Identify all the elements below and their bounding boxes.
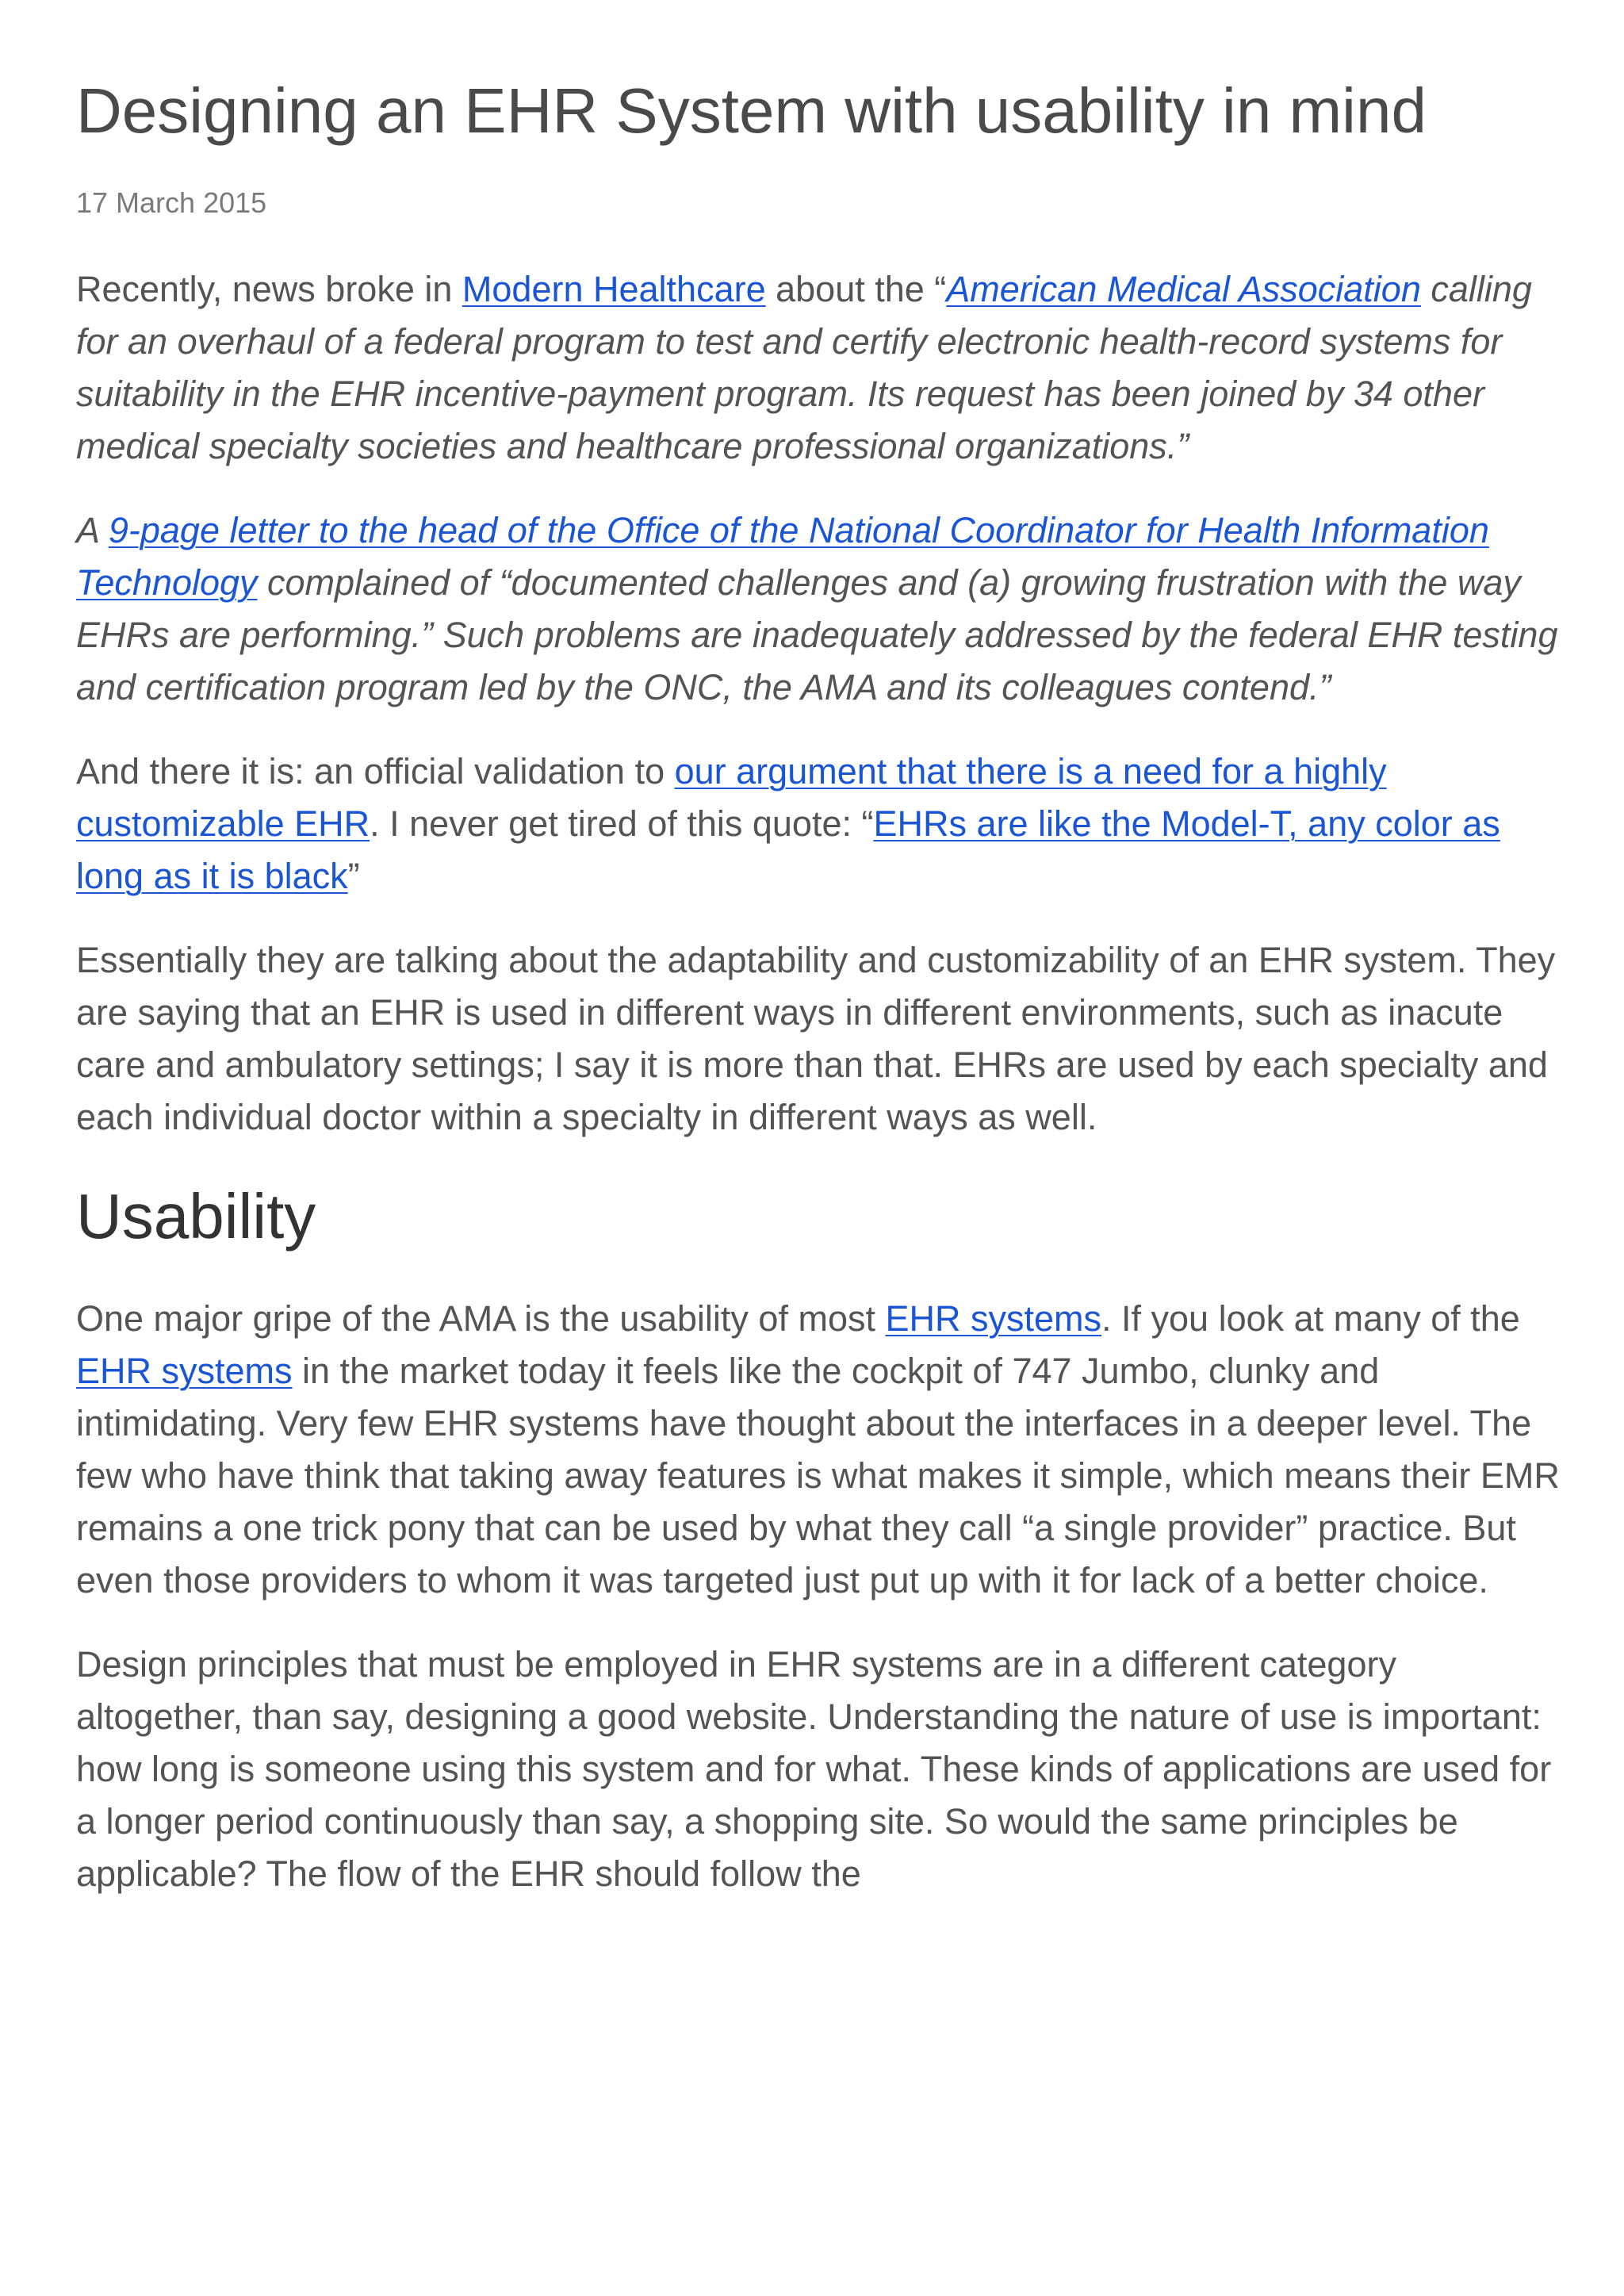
paragraph-text: . If you look at many of the	[1101, 1298, 1520, 1339]
american-medical-association-link[interactable]: American Medical Association	[946, 269, 1421, 309]
paragraph-text: in the market today it feels like the cockpit of 747 Jumbo, clunky and intimidating. Very few EHR systems have thought about the interfaces in a deeper level. The few who have think that taking away features is what makes it simple, which means their EMR remains a one trick pony that can be used by what they call “a single provider” practice. But even those providers to whom it was targeted just put up with it for lack of a better choice.	[76, 1351, 1560, 1600]
paragraph-usability	[76, 1293, 1561, 1607]
paragraph-design-principles: Design principles that must be employed in EHR systems are in a different category altogether, than say, designing a good website. Understanding the nature of use is important: how long is someone using this system and for what. These kinds of applications are used for a longer period continuously than say, a shopping site. So would the same principles be applicable? The flow of the EHR should follow the	[76, 1644, 1552, 1894]
paragraph-text: about the “	[765, 269, 947, 309]
customizable-ehr-link[interactable]: our argument that there is a need for a highly customizable EHR	[76, 751, 1387, 844]
paragraph-text: . I never get tired of this quote: “	[370, 803, 874, 844]
paragraph-text: And there it is: an official validation to	[76, 751, 675, 792]
paragraph-text: ”	[347, 856, 360, 896]
section-heading-usability: Usability	[76, 1181, 316, 1251]
ehr-systems-link-2[interactable]: EHR systems	[76, 1351, 293, 1391]
modern-healthcare-link[interactable]: Modern Healthcare	[462, 269, 766, 309]
quote-text: A	[76, 510, 109, 550]
paragraph-letter-quote	[76, 504, 1561, 714]
ehr-systems-link[interactable]: EHR systems	[885, 1298, 1102, 1339]
paragraph-text: One major gripe of the AMA is the usability of most	[76, 1298, 886, 1339]
paragraph-adaptability: Essentially they are talking about the adaptability and customizability of an EHR system. They are saying that an EHR is used in different ways in different environments, such as inacute care and ambulatory settings; I say it is more than that. EHRs are used by each specialty and each individual doctor within a specialty in different ways as well.	[76, 940, 1556, 1137]
model-t-quote-link[interactable]: EHRs are like the Model-T, any color as long as it is black	[76, 803, 1500, 896]
quote-text: complained of “documented challenges and (a) growing frustration with the way EHRs are performing.” Such problems are inadequately addressed by the federal EHR testing and certification program led by the ONC, the AMA and its colleagues contend.”	[76, 562, 1558, 707]
paragraph-validation	[76, 746, 1561, 903]
article-title: Designing an EHR System with usability in mind	[76, 75, 1427, 146]
quote-text: calling for an overhaul of a federal program to test and certify electronic health-record systems for suitability in the EHR incentive-payment program. Its request has been joined by 34 other medical specialty societies and healthcare professional organizations.”	[76, 269, 1532, 466]
article-date: 17 March 2015	[76, 186, 267, 219]
onc-letter-link[interactable]: 9-page letter to the head of the Office of the National Coordinator for Health Information Technology	[76, 510, 1489, 603]
paragraph-intro	[76, 263, 1561, 473]
paragraph-text: Recently, news broke in	[76, 269, 462, 309]
